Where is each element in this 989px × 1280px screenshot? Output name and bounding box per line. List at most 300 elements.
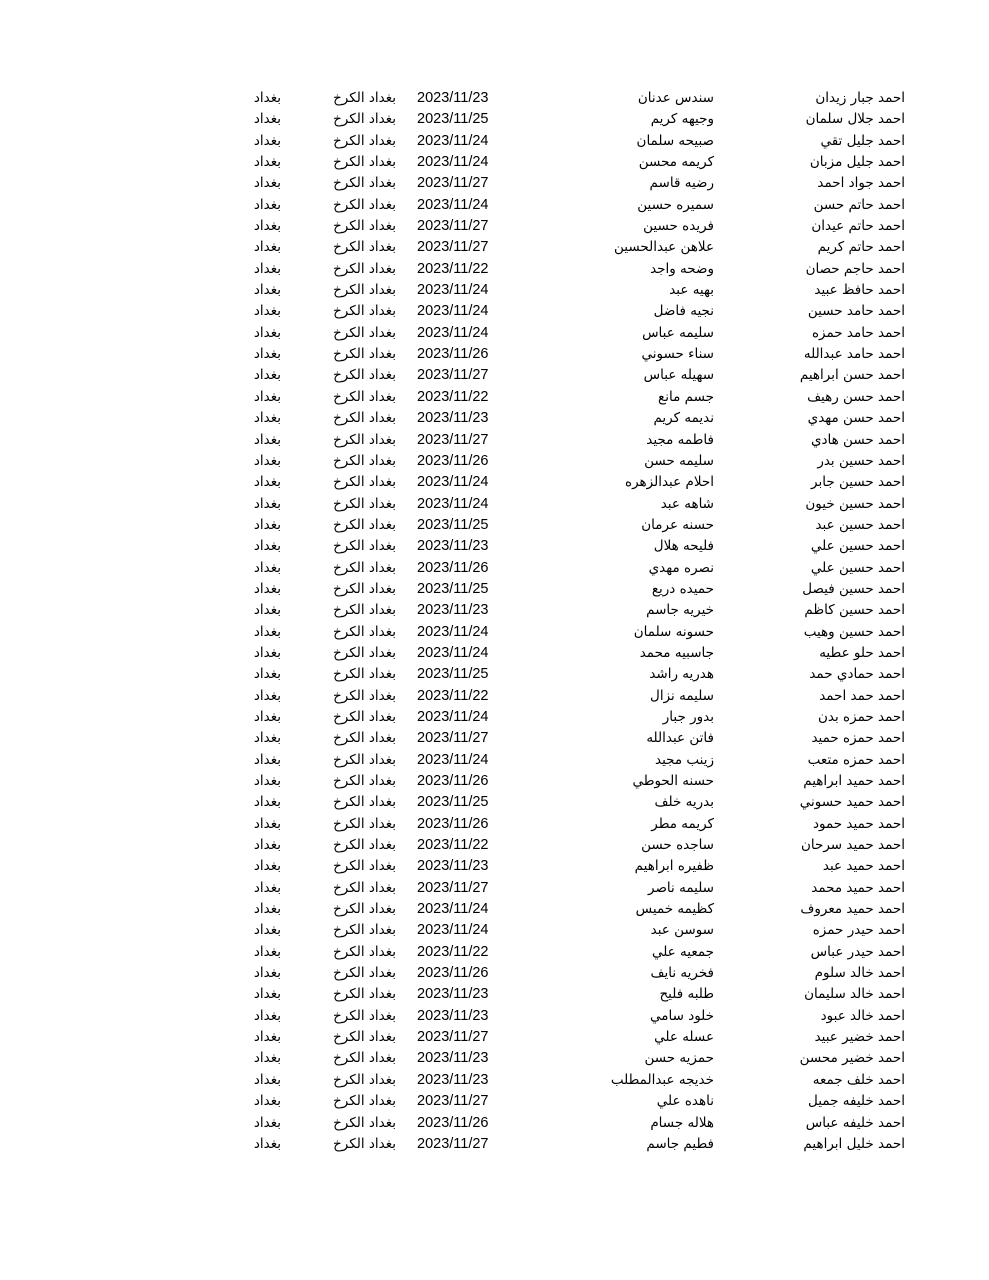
- governorate: بغداد: [253, 260, 281, 277]
- governorate: بغداد: [253, 580, 281, 597]
- governorate: بغداد: [253, 175, 281, 192]
- person-name: احمد حسن رهيف: [807, 388, 905, 405]
- mother-name: سليمه حسن: [644, 452, 714, 469]
- mother-name: كظيمه خميس: [635, 901, 714, 918]
- district: بغداد الكرخ: [333, 1114, 396, 1131]
- district: بغداد الكرخ: [333, 687, 396, 704]
- governorate: بغداد: [253, 687, 281, 704]
- person-name: احمد حسين علي: [810, 559, 905, 576]
- date: 2023/11/24: [417, 751, 489, 768]
- district: بغداد الكرخ: [333, 1071, 396, 1088]
- list-item: [0, 558, 989, 579]
- district: بغداد الكرخ: [333, 196, 396, 213]
- district: بغداد الكرخ: [333, 986, 396, 1003]
- mother-name: رضيه قاسم: [649, 175, 714, 192]
- date: 2023/11/26: [417, 559, 489, 576]
- date: 2023/11/24: [417, 495, 489, 512]
- person-name: احمد حميد عبد: [822, 858, 905, 875]
- person-name: احمد حسين بدر: [817, 452, 905, 469]
- mother-name: بدريه خلف: [654, 794, 714, 811]
- date: 2023/11/24: [417, 708, 489, 725]
- district: بغداد الكرخ: [333, 943, 396, 960]
- mother-name: جسم مانع: [658, 388, 714, 405]
- list-item: [0, 686, 989, 707]
- district: بغداد الكرخ: [333, 239, 396, 256]
- mother-name: حسنه عرمان: [641, 516, 714, 533]
- district: بغداد الكرخ: [333, 644, 396, 661]
- person-name: احمد حسن مهدي: [807, 410, 905, 427]
- date: 2023/11/23: [417, 538, 489, 555]
- person-name: احمد حامد حسين: [807, 303, 905, 320]
- person-name: احمد حمد احمد: [819, 687, 905, 704]
- governorate: بغداد: [253, 986, 281, 1003]
- document-list: [0, 88, 989, 1155]
- person-name: احمد حسين علي: [810, 538, 905, 555]
- governorate: بغداد: [253, 666, 281, 683]
- mother-name: كريمه مطر: [651, 815, 714, 832]
- person-name: احمد حافظ عبيد: [814, 282, 905, 299]
- district: بغداد الكرخ: [333, 580, 396, 597]
- district: بغداد الكرخ: [333, 175, 396, 192]
- governorate: بغداد: [253, 943, 281, 960]
- list-item: [0, 173, 989, 194]
- district: بغداد الكرخ: [333, 516, 396, 533]
- mother-name: سليمه نزال: [650, 687, 714, 704]
- date: 2023/11/22: [417, 388, 489, 405]
- governorate: بغداد: [253, 1093, 281, 1110]
- list-item: [0, 494, 989, 515]
- date: 2023/11/26: [417, 452, 489, 469]
- mother-name: ظفيره ابراهيم: [634, 858, 714, 875]
- list-item: [0, 1027, 989, 1048]
- mother-name: سهيله عباس: [643, 367, 714, 384]
- person-name: احمد خليل ابراهيم: [803, 1135, 905, 1152]
- person-name: احمد حمزه بدن: [818, 708, 905, 725]
- list-item: [0, 579, 989, 600]
- list-item: [0, 1134, 989, 1155]
- district: بغداد الكرخ: [333, 730, 396, 747]
- person-name: احمد حمزه متعب: [807, 751, 905, 768]
- mother-name: شاهه عبد: [660, 495, 714, 512]
- date: 2023/11/24: [417, 644, 489, 661]
- governorate: بغداد: [253, 730, 281, 747]
- mother-name: وجيهه كريم: [650, 111, 714, 128]
- date: 2023/11/24: [417, 282, 489, 299]
- governorate: بغداد: [253, 324, 281, 341]
- list-item: [0, 408, 989, 429]
- mother-name: زينب مجيد: [654, 751, 714, 768]
- district: بغداد الكرخ: [333, 132, 396, 149]
- person-name: احمد حامد عبدالله: [803, 346, 905, 363]
- person-name: احمد حيدر حمزه: [812, 922, 905, 939]
- date: 2023/11/23: [417, 986, 489, 1003]
- mother-name: حمزيه حسن: [644, 1050, 714, 1067]
- governorate: بغداد: [253, 559, 281, 576]
- mother-name: فريده حسين: [643, 218, 714, 235]
- person-name: احمد حلو عطيه: [819, 644, 905, 661]
- person-name: احمد حسين جابر: [811, 474, 905, 491]
- person-name: احمد جبار زيدان: [815, 90, 905, 106]
- governorate: بغداد: [253, 303, 281, 320]
- list-item: [0, 301, 989, 322]
- person-name: احمد جليل مزبان: [809, 154, 905, 171]
- district: بغداد الكرخ: [333, 538, 396, 555]
- governorate: بغداد: [253, 815, 281, 832]
- governorate: بغداد: [253, 922, 281, 939]
- list-item: [0, 1048, 989, 1069]
- date: 2023/11/23: [417, 1050, 489, 1067]
- mother-name: هدريه راشد: [649, 666, 714, 683]
- governorate: بغداد: [253, 452, 281, 469]
- district: بغداد الكرخ: [333, 602, 396, 619]
- district: بغداد الكرخ: [333, 346, 396, 363]
- date: 2023/11/22: [417, 260, 489, 277]
- person-name: احمد حسين كاظم: [804, 602, 905, 619]
- person-name: احمد حميد حسوني: [799, 794, 905, 811]
- person-name: احمد حاجم حصان: [805, 260, 905, 277]
- district: بغداد الكرخ: [333, 837, 396, 854]
- district: بغداد الكرخ: [333, 218, 396, 235]
- governorate: بغداد: [253, 773, 281, 789]
- date: 2023/11/25: [417, 794, 489, 811]
- district: بغداد الكرخ: [333, 773, 396, 789]
- list-item: [0, 600, 989, 621]
- district: بغداد الكرخ: [333, 1093, 396, 1110]
- list-item: [0, 216, 989, 237]
- list-item: [0, 152, 989, 173]
- district: بغداد الكرخ: [333, 90, 396, 106]
- date: 2023/11/26: [417, 965, 489, 982]
- governorate: بغداد: [253, 132, 281, 149]
- date: 2023/11/27: [417, 1093, 489, 1110]
- person-name: احمد حاتم عيدان: [811, 218, 905, 235]
- list-item: [0, 387, 989, 408]
- date: 2023/11/23: [417, 90, 489, 106]
- date: 2023/11/26: [417, 815, 489, 832]
- list-item: [0, 515, 989, 536]
- district: بغداد الكرخ: [333, 324, 396, 341]
- list-item: [0, 771, 989, 792]
- date: 2023/11/27: [417, 239, 489, 256]
- district: بغداد الكرخ: [333, 901, 396, 918]
- person-name: احمد حسين وهيب: [803, 623, 905, 640]
- date: 2023/11/27: [417, 431, 489, 448]
- list-item: [0, 237, 989, 258]
- mother-name: سليمه ناصر: [648, 879, 714, 896]
- date: 2023/11/24: [417, 196, 489, 213]
- list-item: [0, 131, 989, 152]
- date: 2023/11/26: [417, 1114, 489, 1131]
- list-item: [0, 899, 989, 920]
- mother-name: عسله علي: [654, 1029, 714, 1046]
- governorate: بغداد: [253, 196, 281, 213]
- date: 2023/11/24: [417, 901, 489, 918]
- person-name: احمد حيدر عباس: [810, 943, 905, 960]
- mother-name: ساجده حسن: [641, 837, 714, 854]
- person-name: احمد خليفه جميل: [808, 1093, 905, 1110]
- date: 2023/11/22: [417, 943, 489, 960]
- person-name: احمد خضير محسن: [799, 1050, 905, 1067]
- person-name: احمد حمزه حميد: [811, 730, 905, 747]
- person-name: احمد خالد عبود: [820, 1007, 905, 1024]
- list-item: [0, 942, 989, 963]
- list-item: [0, 323, 989, 344]
- list-item: [0, 344, 989, 365]
- mother-name: بهيه عبد: [669, 282, 714, 299]
- list-item: [0, 472, 989, 493]
- district: بغداد الكرخ: [333, 474, 396, 491]
- date: 2023/11/23: [417, 410, 489, 427]
- district: بغداد الكرخ: [333, 666, 396, 683]
- person-name: احمد خلف جمعه: [812, 1071, 905, 1088]
- date: 2023/11/27: [417, 367, 489, 384]
- date: 2023/11/27: [417, 218, 489, 235]
- governorate: بغداد: [253, 901, 281, 918]
- person-name: احمد حسن هادي: [810, 431, 905, 448]
- governorate: بغداد: [253, 346, 281, 363]
- mother-name: بدور جبار: [662, 708, 714, 725]
- district: بغداد الكرخ: [333, 708, 396, 725]
- governorate: بغداد: [253, 644, 281, 661]
- person-name: احمد حميد محمد: [811, 879, 905, 896]
- person-name: احمد حميد سرحان: [800, 837, 905, 854]
- governorate: بغداد: [253, 794, 281, 811]
- governorate: بغداد: [253, 367, 281, 384]
- mother-name: علاهن عبدالحسين: [614, 239, 714, 256]
- mother-name: جمعيه علي: [651, 943, 714, 960]
- list-item: [0, 365, 989, 386]
- governorate: بغداد: [253, 1050, 281, 1067]
- district: بغداد الكرخ: [333, 794, 396, 811]
- mother-name: خديجه عبدالمطلب: [610, 1071, 714, 1088]
- mother-name: نديمه كريم: [653, 410, 714, 427]
- list-item: [0, 536, 989, 557]
- governorate: بغداد: [253, 111, 281, 128]
- list-item: [0, 1006, 989, 1027]
- list-item: [0, 1070, 989, 1091]
- district: بغداد الكرخ: [333, 815, 396, 832]
- mother-name: خلود سامي: [650, 1007, 714, 1024]
- date: 2023/11/23: [417, 858, 489, 875]
- date: 2023/11/24: [417, 623, 489, 640]
- date: 2023/11/27: [417, 175, 489, 192]
- list-item: [0, 622, 989, 643]
- person-name: احمد خضير عبيد: [814, 1029, 905, 1046]
- date: 2023/11/25: [417, 666, 489, 683]
- governorate: بغداد: [253, 154, 281, 171]
- governorate: بغداد: [253, 90, 281, 106]
- person-name: احمد حميد حمود: [812, 815, 905, 832]
- person-name: احمد حسن ابراهيم: [799, 367, 905, 384]
- mother-name: طلبه فليح: [659, 986, 714, 1003]
- district: بغداد الكرخ: [333, 623, 396, 640]
- district: بغداد الكرخ: [333, 1007, 396, 1024]
- district: بغداد الكرخ: [333, 1029, 396, 1046]
- governorate: بغداد: [253, 837, 281, 854]
- person-name: احمد حميد معروف: [800, 901, 905, 918]
- mother-name: سندس عدنان: [637, 90, 714, 106]
- governorate: بغداد: [253, 239, 281, 256]
- date: 2023/11/25: [417, 516, 489, 533]
- list-item: [0, 1113, 989, 1134]
- person-name: احمد حامد حمزه: [811, 324, 905, 341]
- date: 2023/11/24: [417, 132, 489, 149]
- mother-name: جاسبيه محمد: [639, 644, 714, 661]
- list-item: [0, 1091, 989, 1112]
- governorate: بغداد: [253, 1007, 281, 1024]
- person-name: احمد خالد سليمان: [804, 986, 905, 1003]
- list-item: [0, 835, 989, 856]
- date: 2023/11/24: [417, 303, 489, 320]
- person-name: احمد حميد ابراهيم: [803, 773, 905, 789]
- governorate: بغداد: [253, 495, 281, 512]
- list-item: [0, 259, 989, 280]
- list-item: [0, 430, 989, 451]
- mother-name: فاطمه مجيد: [646, 431, 714, 448]
- person-name: احمد حاتم حسن: [813, 196, 905, 213]
- district: بغداد الكرخ: [333, 751, 396, 768]
- governorate: بغداد: [253, 516, 281, 533]
- list-item: [0, 920, 989, 941]
- date: 2023/11/24: [417, 474, 489, 491]
- date: 2023/11/25: [417, 580, 489, 597]
- list-item: [0, 814, 989, 835]
- governorate: بغداد: [253, 431, 281, 448]
- district: بغداد الكرخ: [333, 1135, 396, 1152]
- date: 2023/11/22: [417, 837, 489, 854]
- list-item: [0, 963, 989, 984]
- governorate: بغداد: [253, 708, 281, 725]
- person-name: احمد حمادي حمد: [809, 666, 905, 683]
- governorate: بغداد: [253, 1071, 281, 1088]
- district: بغداد الكرخ: [333, 410, 396, 427]
- district: بغداد الكرخ: [333, 879, 396, 896]
- district: بغداد الكرخ: [333, 559, 396, 576]
- date: 2023/11/27: [417, 1029, 489, 1046]
- list-item: [0, 792, 989, 813]
- governorate: بغداد: [253, 282, 281, 299]
- mother-name: هلاله جسام: [650, 1114, 714, 1131]
- governorate: بغداد: [253, 388, 281, 405]
- governorate: بغداد: [253, 474, 281, 491]
- mother-name: فليحه هلال: [653, 538, 714, 555]
- person-name: احمد جواد احمد: [817, 175, 905, 192]
- mother-name: خيريه جاسم: [646, 602, 714, 619]
- date: 2023/11/27: [417, 1135, 489, 1152]
- mother-name: سميره حسين: [637, 196, 714, 213]
- governorate: بغداد: [253, 1029, 281, 1046]
- date: 2023/11/24: [417, 922, 489, 939]
- list-item: [0, 643, 989, 664]
- district: بغداد الكرخ: [333, 154, 396, 171]
- governorate: بغداد: [253, 538, 281, 555]
- mother-name: سناء حسوني: [641, 346, 714, 363]
- date: 2023/11/24: [417, 324, 489, 341]
- district: بغداد الكرخ: [333, 388, 396, 405]
- list-item: [0, 750, 989, 771]
- date: 2023/11/23: [417, 602, 489, 619]
- district: بغداد الكرخ: [333, 858, 396, 875]
- mother-name: ناهده علي: [656, 1093, 714, 1110]
- list-item: [0, 856, 989, 877]
- person-name: احمد خالد سلوم: [814, 965, 905, 982]
- date: 2023/11/23: [417, 1071, 489, 1088]
- person-name: احمد حسين عبد: [815, 516, 905, 533]
- date: 2023/11/26: [417, 773, 489, 789]
- governorate: بغداد: [253, 218, 281, 235]
- district: بغداد الكرخ: [333, 965, 396, 982]
- mother-name: حسونه سلمان: [633, 623, 714, 640]
- mother-name: حسنه الحوطي: [632, 773, 714, 789]
- governorate: بغداد: [253, 602, 281, 619]
- mother-name: كريمه محسن: [638, 154, 714, 171]
- list-item: [0, 109, 989, 130]
- district: بغداد الكرخ: [333, 260, 396, 277]
- list-item: [0, 280, 989, 301]
- district: بغداد الكرخ: [333, 495, 396, 512]
- list-item: [0, 451, 989, 472]
- governorate: بغداد: [253, 623, 281, 640]
- governorate: بغداد: [253, 965, 281, 982]
- mother-name: فطيم جاسم: [646, 1135, 714, 1152]
- governorate: بغداد: [253, 879, 281, 896]
- district: بغداد الكرخ: [333, 431, 396, 448]
- mother-name: احلام عبدالزهره: [625, 474, 714, 491]
- governorate: بغداد: [253, 1114, 281, 1131]
- person-name: احمد جليل تقي: [820, 132, 905, 149]
- mother-name: سليمه عباس: [642, 324, 714, 341]
- district: بغداد الكرخ: [333, 111, 396, 128]
- person-name: احمد حسين فيصل: [802, 580, 905, 597]
- district: بغداد الكرخ: [333, 367, 396, 384]
- governorate: بغداد: [253, 1135, 281, 1152]
- person-name: احمد حسين خيون: [805, 495, 905, 512]
- mother-name: نصره مهدي: [648, 559, 714, 576]
- district: بغداد الكرخ: [333, 1050, 396, 1067]
- mother-name: فخريه نايف: [650, 965, 714, 982]
- date: 2023/11/26: [417, 346, 489, 363]
- list-item: [0, 878, 989, 899]
- governorate: بغداد: [253, 751, 281, 768]
- list-item: [0, 664, 989, 685]
- list-item: [0, 984, 989, 1005]
- date: 2023/11/27: [417, 730, 489, 747]
- date: 2023/11/23: [417, 1007, 489, 1024]
- mother-name: حميده دريع: [651, 580, 714, 597]
- mother-name: وضحه واجد: [650, 260, 714, 277]
- person-name: احمد خليفه عباس: [805, 1114, 905, 1131]
- date: 2023/11/24: [417, 154, 489, 171]
- date: 2023/11/22: [417, 687, 489, 704]
- mother-name: سوسن عبد: [650, 922, 714, 939]
- district: بغداد الكرخ: [333, 452, 396, 469]
- mother-name: نجيه فاضل: [653, 303, 714, 320]
- district: بغداد الكرخ: [333, 303, 396, 320]
- list-item: [0, 195, 989, 216]
- date: 2023/11/27: [417, 879, 489, 896]
- person-name: احمد جلال سلمان: [805, 111, 905, 128]
- list-item: [0, 88, 989, 109]
- mother-name: فاتن عبدالله: [646, 730, 714, 747]
- mother-name: صبيحه سلمان: [636, 132, 714, 149]
- governorate: بغداد: [253, 858, 281, 875]
- person-name: احمد حاتم كريم: [817, 239, 905, 256]
- date: 2023/11/25: [417, 111, 489, 128]
- list-item: [0, 728, 989, 749]
- district: بغداد الكرخ: [333, 922, 396, 939]
- district: بغداد الكرخ: [333, 282, 396, 299]
- governorate: بغداد: [253, 410, 281, 427]
